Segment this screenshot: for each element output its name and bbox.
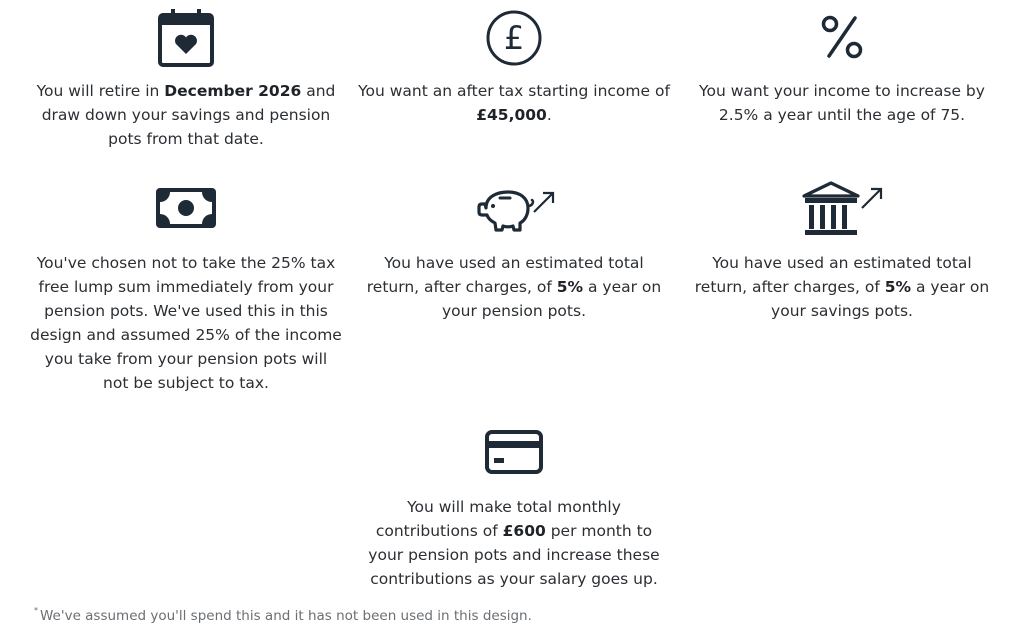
- text-segment: You will retire in: [36, 82, 165, 100]
- card-text: [30, 79, 342, 151]
- text-segment: a year on your savings pots.: [771, 278, 990, 320]
- text-segment: You've chosen not to take the 25% tax free lump sum immediately from your pension pots. We've used this in this design and assumed 25% of the income you take from your pension pots will not be subject to tax.: [30, 254, 342, 392]
- svg-text:£: £: [503, 19, 525, 57]
- text-segment: You will make total monthly contributions of: [375, 498, 621, 540]
- highlight-value: 5%: [884, 278, 912, 296]
- card-text: [358, 251, 670, 323]
- text-segment: and draw down your savings and pension pots from that date.: [41, 82, 336, 148]
- card-retire-date: [30, 0, 342, 160]
- highlight-value: £45,000: [476, 106, 547, 124]
- card-pension-return: [358, 170, 670, 340]
- highlight-value: December 2026: [164, 82, 302, 100]
- text-segment: per month to your pension pots and increase these contributions as your salary goes up.: [368, 522, 660, 588]
- card-starting-income: [358, 0, 670, 140]
- text-segment: You have used an estimated total return, after charges, of: [694, 254, 972, 296]
- footnote-text: We've assumed you'll spend this and it has not been used in this design.: [40, 608, 532, 624]
- percent-icon: [686, 14, 998, 60]
- card-text: [30, 251, 342, 395]
- piggy-bank-growth-icon: [358, 186, 670, 234]
- text-segment: a year on your pension pots.: [442, 278, 662, 320]
- highlight-value: 5%: [556, 278, 584, 296]
- banknote-icon: [30, 188, 342, 228]
- card-text: [358, 495, 670, 591]
- credit-card-icon: [358, 430, 670, 474]
- highlight-value: £600: [502, 522, 546, 540]
- footnote: [34, 606, 532, 624]
- calendar-heart-icon: [30, 8, 342, 68]
- text-segment: You want your income to increase by 2.5% a year until the age of 75.: [699, 82, 985, 124]
- card-text: [686, 79, 998, 127]
- text-segment: You want an after tax starting income of: [358, 82, 670, 100]
- card-income-increase: [686, 0, 998, 140]
- bank-growth-icon: [686, 180, 998, 238]
- card-text: [686, 251, 998, 323]
- text-segment: .: [546, 106, 552, 124]
- pound-coin-icon: [358, 9, 670, 67]
- text-segment: You have used an estimated total return, after charges, of: [366, 254, 644, 296]
- footnote-marker: *: [34, 606, 38, 615]
- card-savings-return: [686, 170, 998, 340]
- card-monthly-contributions: [358, 420, 670, 595]
- card-text: [358, 79, 670, 127]
- card-tax-free-lump-sum: [30, 170, 342, 400]
